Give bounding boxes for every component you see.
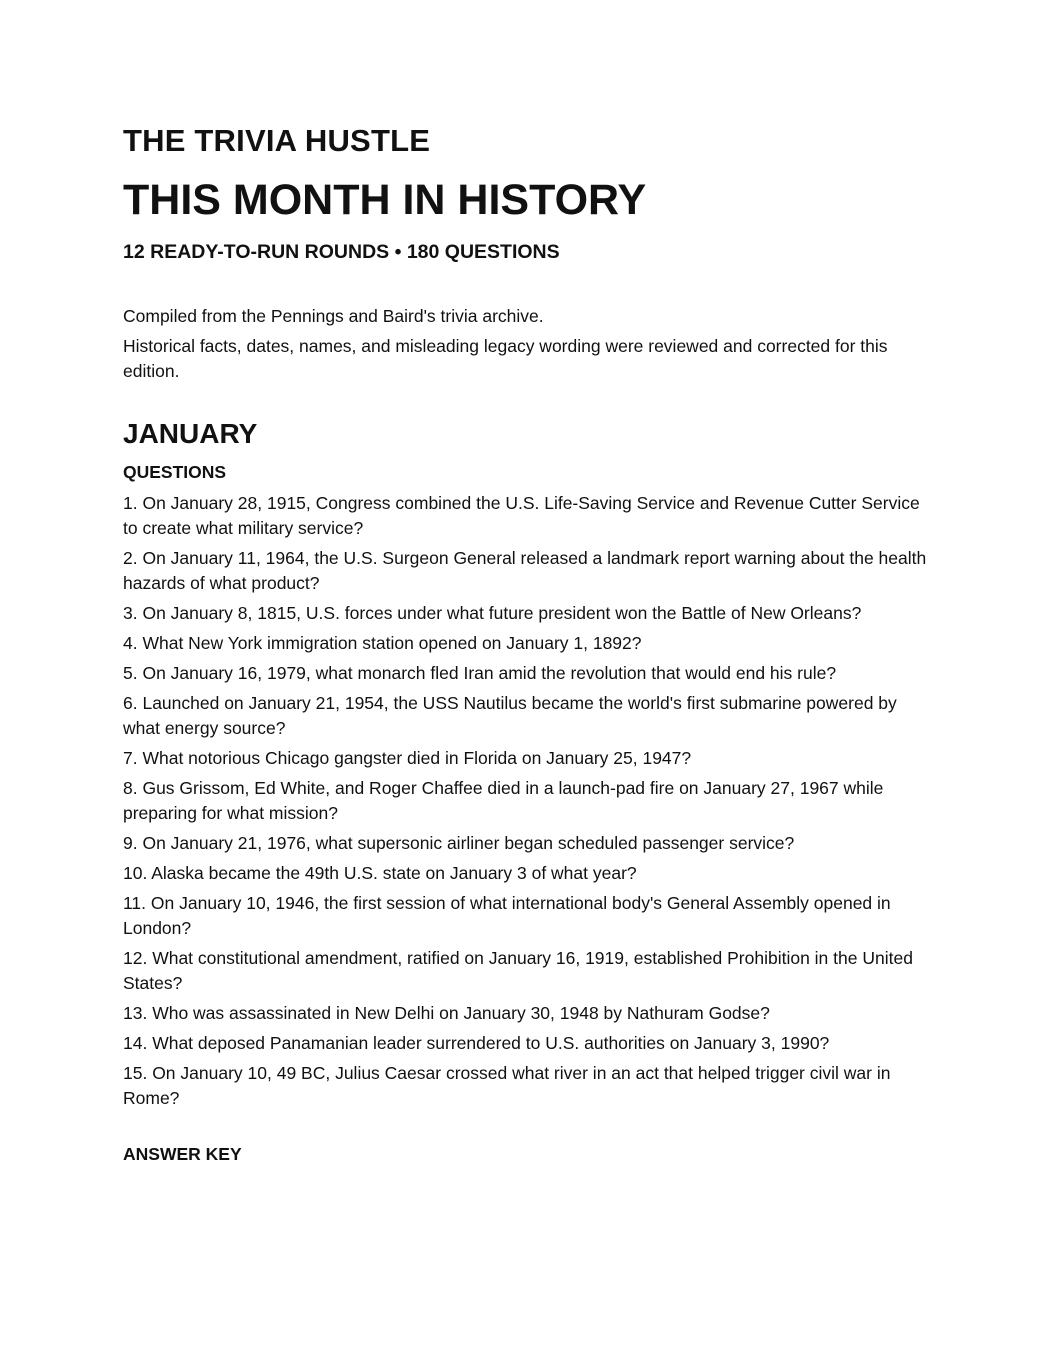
answer-key-heading: ANSWER KEY bbox=[123, 1144, 242, 1164]
page-title: THIS MONTH IN HISTORY bbox=[123, 176, 647, 224]
question-item: 12. What constitutional amendment, ratified on January 16, 1919, established Prohibition in the United States? bbox=[123, 948, 913, 993]
question-item: 4. What New York immigration station opened on January 1, 1892? bbox=[123, 633, 642, 653]
question-item: 6. Launched on January 21, 1954, the USS Nautilus became the world's first submarine powered by what energy source? bbox=[123, 693, 897, 738]
intro-line-source: Compiled from the Pennings and Baird's trivia archive. bbox=[123, 306, 544, 326]
question-item: 13. Who was assassinated in New Delhi on January 30, 1948 by Nathuram Godse? bbox=[123, 1003, 770, 1023]
question-item: 7. What notorious Chicago gangster died in Florida on January 25, 1947? bbox=[123, 748, 692, 768]
intro-section bbox=[123, 304, 931, 384]
intro-line-review: Historical facts, dates, names, and misleading legacy wording were reviewed and corrected for this edition. bbox=[123, 336, 888, 381]
brand-title: THE TRIVIA HUSTLE bbox=[123, 123, 431, 158]
question-item: 10. Alaska became the 49th U.S. state on January 3 of what year? bbox=[123, 863, 637, 883]
page-subtitle: 12 READY-TO-RUN ROUNDS • 180 QUESTIONS bbox=[123, 241, 560, 263]
question-item: 2. On January 11, 1964, the U.S. Surgeon General released a landmark report warning about the health hazards of what product? bbox=[123, 548, 927, 593]
question-item: 3. On January 8, 1815, U.S. forces under what future president won the Battle of New Orleans? bbox=[123, 603, 862, 623]
month-heading: JANUARY bbox=[123, 418, 258, 449]
question-list bbox=[123, 491, 931, 1111]
question-item: 14. What deposed Panamanian leader surrendered to U.S. authorities on January 3, 1990? bbox=[123, 1033, 830, 1053]
question-item: 8. Gus Grissom, Ed White, and Roger Chaffee died in a launch-pad fire on January 27, 1967 while preparing for what mission? bbox=[123, 778, 884, 823]
question-item: 11. On January 10, 1946, the first session of what international body's General Assembly opened in London? bbox=[123, 893, 891, 938]
question-item: 9. On January 21, 1976, what supersonic airliner began scheduled passenger service? bbox=[123, 833, 795, 853]
questions-heading: QUESTIONS bbox=[123, 462, 227, 482]
question-item: 15. On January 10, 49 BC, Julius Caesar crossed what river in an act that helped trigger civil war in Rome? bbox=[123, 1063, 891, 1108]
question-item: 1. On January 28, 1915, Congress combined the U.S. Life-Saving Service and Revenue Cutter Service to create what military service? bbox=[123, 493, 920, 538]
question-item: 5. On January 16, 1979, what monarch fled Iran amid the revolution that would end his rule? bbox=[123, 663, 837, 683]
